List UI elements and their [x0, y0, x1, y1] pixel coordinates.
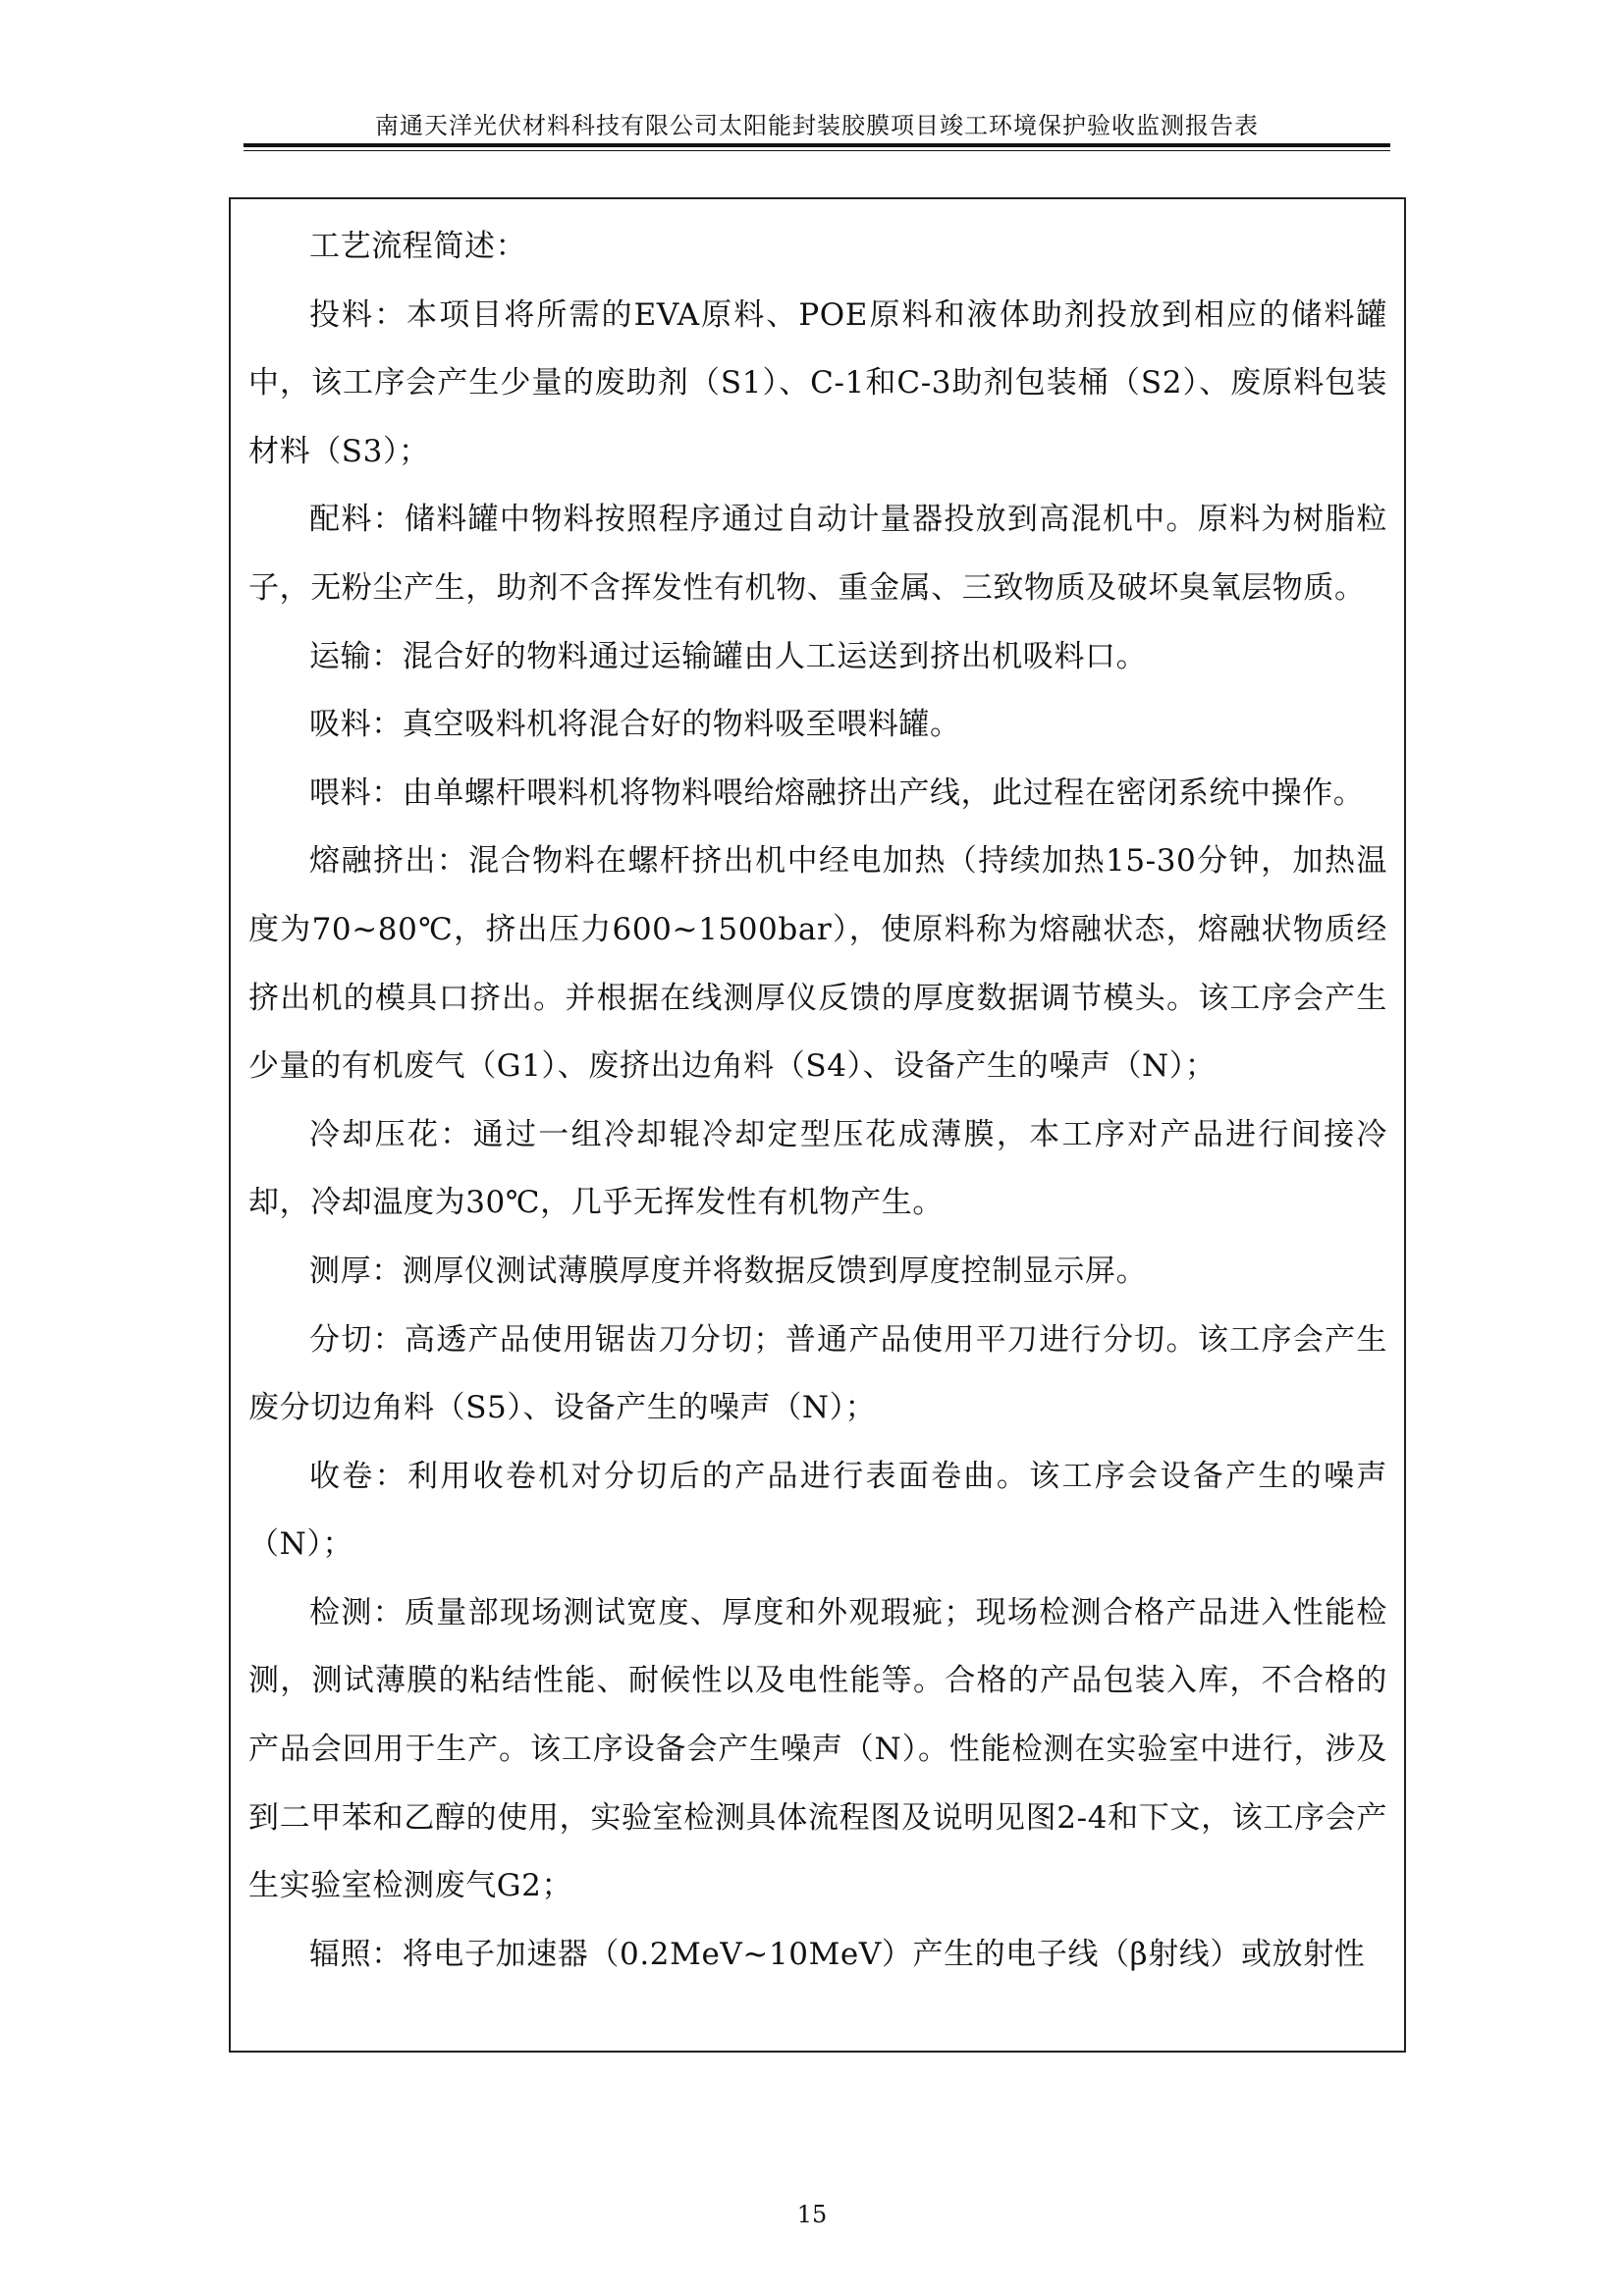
paragraph-winding: 收卷：利用收卷机对分切后的产品进行表面卷曲。该工序会设备产生的噪声（N）； — [248, 1458, 1387, 1563]
content-box — [229, 197, 1406, 2053]
paragraph-batching: 配料：储料罐中物料按照程序通过自动计量器投放到高混机中。原料为树脂粒子，无粉尘产生，助剂不含挥发性有机物、重金属、三致物质及破坏臭氧层物质。 — [248, 502, 1387, 606]
paragraph-irradiation: 辐照：将电子加速器（0.2MeV~10MeV）产生的电子线（β射线）或放射性 — [309, 1936, 1366, 1972]
paragraph-inspection: 检测：质量部现场测试宽度、厚度和外观瑕疵；现场检测合格产品进入性能检测，测试薄膜的粘结性能、耐候性以及电性能等。合格的产品包装入库，不合格的产品会回用于生产。该工序设备会产生噪声（N）。性能检测在实验室中进行，涉及到二甲苯和乙醇的使用，实验室检测具体流程图及说明见图2-4和下文，该工序会产生实验室检测废气G2； — [248, 1594, 1387, 1904]
paragraph-melt-extrusion: 熔融挤出：混合物料在螺杆挤出机中经电加热（持续加热15-30分钟，加热温度为70~80℃，挤出压力600~1500bar），使原料称为熔融状态，熔融状物质经挤出机的模具口挤出。并根据在线测厚仪反馈的厚度数据调节模头。该工序会产生少量的有机废气（G1）、废挤出边角料（S4）、设备产生的噪声（N）； — [248, 843, 1387, 1085]
paragraph-heading: 工艺流程简述： — [309, 229, 527, 264]
page-header-title: 南通天洋光伏材料科技有限公司太阳能封装胶膜项目竣工环境保护验收监测报告表 — [375, 112, 1259, 139]
header-rule-thick — [244, 143, 1390, 147]
paragraph-slitting: 分切：高透产品使用锯齿刀分切；普通产品使用平刀进行分切。该工序会产生废分切边角料（S5）、设备产生的噪声（N）； — [248, 1321, 1387, 1426]
process-description — [248, 213, 1387, 1989]
header-rule-thin — [244, 150, 1390, 151]
paragraph-transport: 运输：混合好的物料通过运输罐由人工运送到挤出机吸料口。 — [309, 638, 1148, 674]
paragraph-feeding: 投料：本项目将所需的EVA原料、POE原料和液体助剂投放到相应的储料罐中，该工序会产生少量的废助剂（S1）、C-1和C-3助剂包装桶（S2）、废原料包装材料（S3）； — [248, 296, 1387, 469]
paragraph-feeding-screw: 喂料：由单螺杆喂料机将物料喂给熔融挤出产线，此过程在密闭系统中操作。 — [309, 774, 1365, 811]
paragraph-cooling-embossing: 冷却压花：通过一组冷却辊冷却定型压花成薄膜，本工序对产品进行间接冷却，冷却温度为30℃，几乎无挥发性有机物产生。 — [248, 1116, 1387, 1221]
paragraph-suction: 吸料：真空吸料机将混合好的物料吸至喂料罐。 — [309, 707, 961, 743]
paragraph-thickness-measurement: 测厚：测厚仪测试薄膜厚度并将数据反馈到厚度控制显示屏。 — [309, 1253, 1148, 1289]
page-number: 15 — [796, 2201, 828, 2228]
